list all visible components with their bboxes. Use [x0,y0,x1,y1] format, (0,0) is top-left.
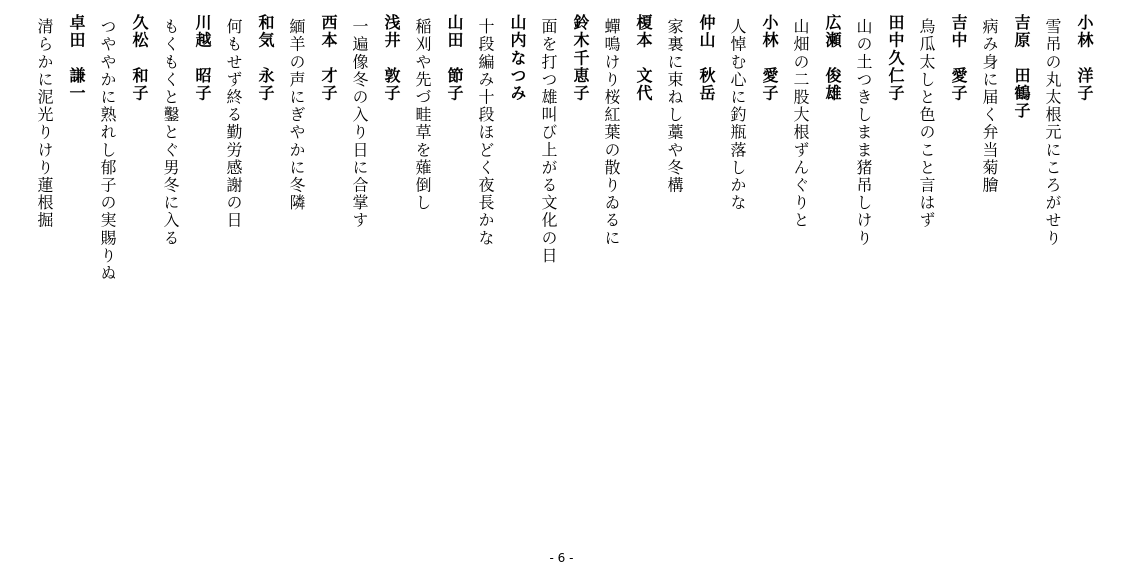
haiku-entry [347,12,409,532]
author-name: 和気 永子 [256,14,275,102]
haiku-text: 清らかに泥光りけり蓮根掘 [35,18,54,230]
author-name: 吉原 田鶴子 [1012,14,1031,120]
haiku-text: 一遍像冬の入り日に合掌す [350,18,369,230]
author-name: 榎本 文代 [634,14,653,102]
author-name: 広瀬 俊雄 [823,14,842,102]
haiku-text: 稲刈や先づ畦草を薙倒し [413,18,432,212]
author-name: 小林 洋子 [1075,14,1094,102]
author-name: 仲山 秋岳 [697,14,716,102]
haiku-text: 雪吊の丸太根元にころがせり [1043,18,1062,247]
haiku-entry [536,12,598,532]
author-name: 山内なつみ [508,14,527,102]
page-number: - 6 - [549,551,574,565]
haiku-text: 何もせず終る勤労感謝の日 [224,18,243,230]
haiku-text: つややかに熟れし郁子の実賜りぬ [98,18,117,282]
haiku-entry [851,12,913,532]
haiku-text: 病み身に届く弁当菊膾 [980,18,999,194]
haiku-text: 十段編み十段ほどく夜長かな [476,18,495,247]
haiku-entry [788,12,850,532]
author-name: 川越 昭子 [193,14,212,102]
haiku-entry [410,12,472,532]
haiku-text: 面を打つ雄叫び上がる文化の日 [539,18,558,265]
haiku-entry [158,12,220,532]
author-name: 吉中 愛子 [949,14,968,102]
haiku-entry [914,12,976,532]
haiku-text: もくもくと鑿とぐ男冬に入る [161,18,180,247]
haiku-text: 緬羊の声にぎやかに冬隣 [287,18,306,212]
haiku-text: 山の土つきしまま猪吊しけり [854,18,873,247]
haiku-entry [221,12,283,532]
haiku-entry [284,12,346,532]
author-name: 卓田 謙一 [67,14,86,102]
author-name: 西本 才子 [319,14,338,102]
haiku-entry [1040,12,1102,532]
haiku-entry [662,12,724,532]
author-name: 鈴木千恵子 [571,14,590,102]
haiku-text: 烏瓜太しと色のこと言はず [917,18,936,230]
haiku-entry [95,12,157,532]
haiku-entry [599,12,661,532]
author-name: 小林 愛子 [760,14,779,102]
author-name: 久松 和子 [130,14,149,102]
author-name: 山田 節子 [445,14,464,102]
author-name: 田中久仁子 [886,14,905,102]
haiku-text: 山畑の二股大根ずんぐりと [791,18,810,230]
haiku-entry [32,12,94,532]
haiku-text: 人悼む心に釣瓶落しかな [728,18,747,212]
author-name: 浅井 敦子 [382,14,401,102]
haiku-entry [473,12,535,532]
haiku-entry [977,12,1039,532]
haiku-entry [725,12,787,532]
haiku-text: 家裏に束ねし藁や冬構 [665,18,684,194]
haiku-text: 蟬鳴けり桜紅葉の散りゐるに [602,18,621,247]
